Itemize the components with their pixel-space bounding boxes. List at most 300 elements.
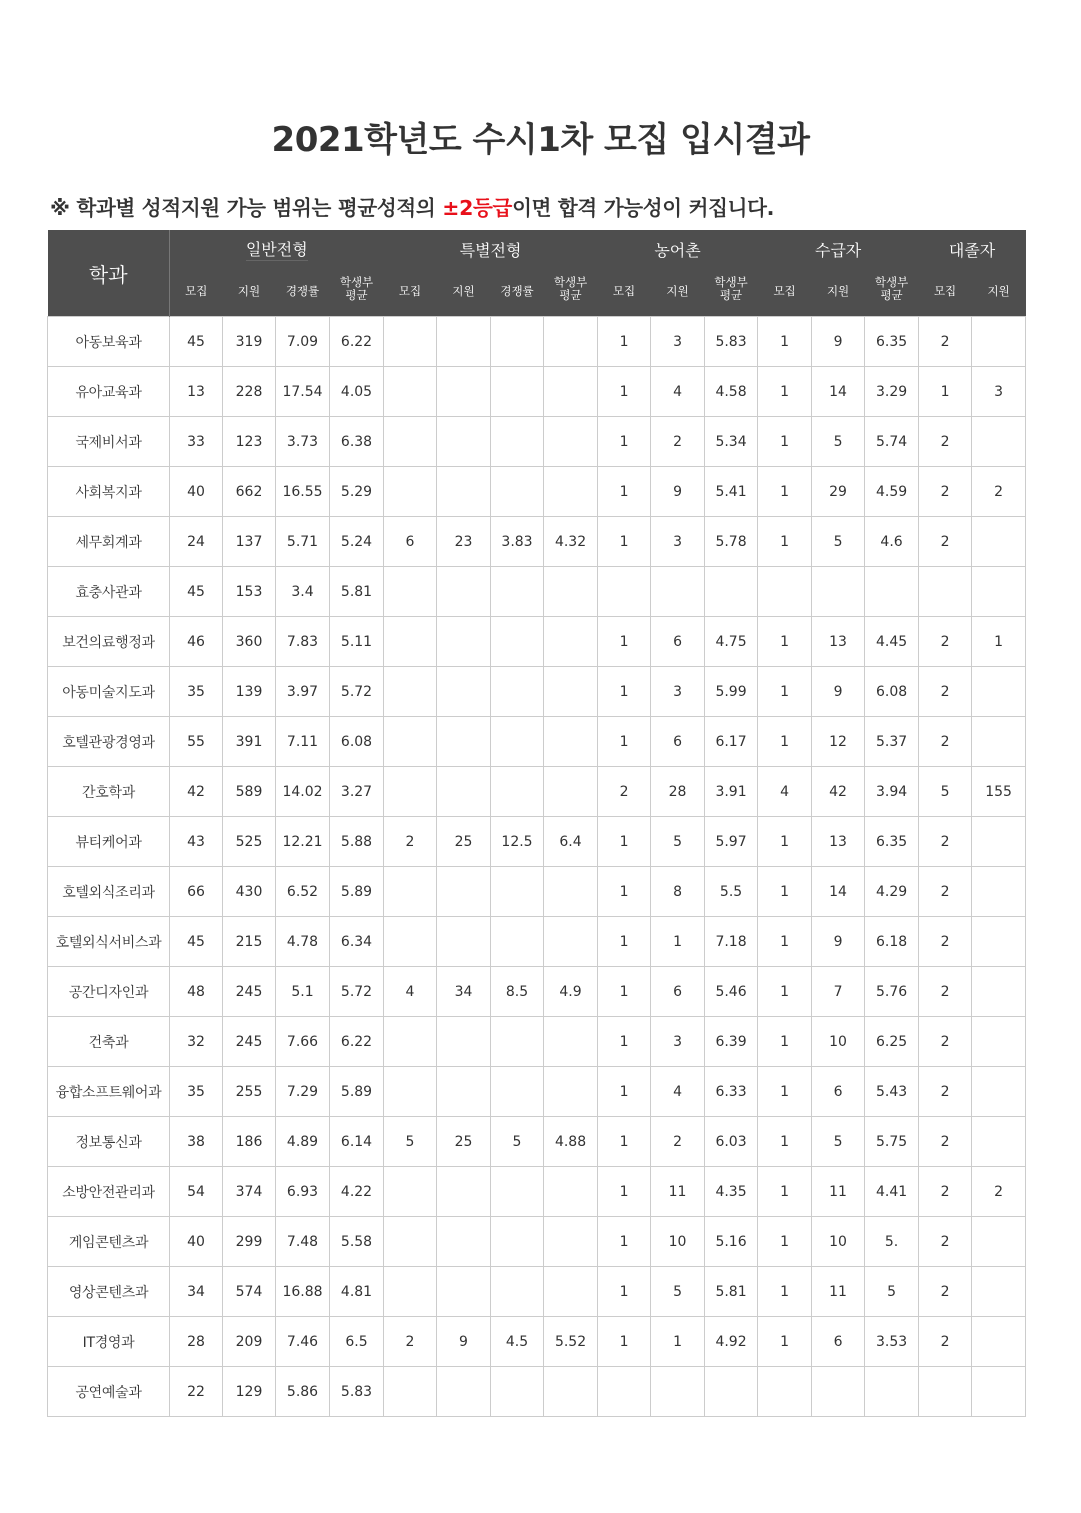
- table-cell: [651, 567, 705, 617]
- table-cell: 6.08: [330, 717, 384, 767]
- table-row: [48, 367, 1026, 417]
- table-cell: 1: [598, 967, 651, 1017]
- table-cell: [972, 817, 1026, 867]
- table-cell: 4.59: [865, 467, 919, 517]
- sub-header-gpa: 학생부 평균: [544, 266, 598, 317]
- table-cell: 3.97: [276, 667, 330, 717]
- table-cell: 2: [919, 417, 972, 467]
- table-cell: 1: [758, 917, 812, 967]
- table-cell: [544, 767, 598, 817]
- table-cell: 1: [758, 1267, 812, 1317]
- table-cell: 5.58: [330, 1217, 384, 1267]
- table-cell: 5.83: [330, 1367, 384, 1417]
- table-cell: 1: [758, 317, 812, 367]
- table-cell: 5.88: [330, 817, 384, 867]
- table-row: [48, 767, 1026, 817]
- table-cell: 3.29: [865, 367, 919, 417]
- table-cell: 54: [170, 1167, 223, 1217]
- table-cell: 6.18: [865, 917, 919, 967]
- table-cell: 4: [384, 967, 437, 1017]
- table-cell: [544, 317, 598, 367]
- dept-name-cell: 영상콘텐츠과: [48, 1267, 170, 1317]
- table-cell: 45: [170, 317, 223, 367]
- table-cell: 7.29: [276, 1067, 330, 1117]
- table-cell: [972, 917, 1026, 967]
- table-cell: 245: [223, 1017, 276, 1067]
- table-cell: 1: [758, 667, 812, 717]
- table-cell: 662: [223, 467, 276, 517]
- table-cell: [972, 1067, 1026, 1117]
- table-cell: [972, 567, 1026, 617]
- table-cell: 5.46: [705, 967, 758, 1017]
- table-cell: 14: [812, 867, 865, 917]
- table-cell: 5.29: [330, 467, 384, 517]
- table-cell: 7: [812, 967, 865, 1017]
- table-cell: 1: [598, 867, 651, 917]
- sub-header-recruit: 모집: [384, 266, 437, 317]
- table-cell: [491, 867, 544, 917]
- table-cell: 5.52: [544, 1317, 598, 1367]
- table-cell: 1: [758, 717, 812, 767]
- table-cell: 5.89: [330, 1067, 384, 1117]
- table-cell: 6.35: [865, 317, 919, 367]
- table-cell: 1: [598, 1017, 651, 1067]
- table-cell: 1: [598, 367, 651, 417]
- table-cell: 2: [919, 317, 972, 367]
- table-cell: 3: [972, 367, 1026, 417]
- table-cell: 3.27: [330, 767, 384, 817]
- table-cell: 155: [972, 767, 1026, 817]
- table-cell: 6.14: [330, 1117, 384, 1167]
- table-cell: 5.78: [705, 517, 758, 567]
- dept-name-cell: 호텔외식서비스과: [48, 917, 170, 967]
- table-cell: [491, 567, 544, 617]
- table-cell: 4.58: [705, 367, 758, 417]
- sub-header-recruit: 모집: [598, 266, 651, 317]
- table-cell: 9: [651, 467, 705, 517]
- table-cell: [972, 1317, 1026, 1367]
- table-cell: [437, 667, 491, 717]
- table-cell: 2: [919, 1117, 972, 1167]
- table-cell: 1: [598, 317, 651, 367]
- sub-header-ratio: 경쟁률: [491, 266, 544, 317]
- table-cell: [544, 1067, 598, 1117]
- dept-name-cell: 소방안전관리과: [48, 1167, 170, 1217]
- table-cell: 23: [437, 517, 491, 567]
- table-cell: [437, 417, 491, 467]
- table-cell: 2: [919, 817, 972, 867]
- table-cell: [491, 1067, 544, 1117]
- table-cell: 2: [919, 1017, 972, 1067]
- table-cell: [544, 367, 598, 417]
- table-cell: [544, 567, 598, 617]
- table-cell: 1: [758, 1017, 812, 1067]
- table-cell: 43: [170, 817, 223, 867]
- table-row: [48, 1267, 1026, 1317]
- table-cell: 228: [223, 367, 276, 417]
- table-cell: 28: [170, 1317, 223, 1367]
- table-cell: 3.53: [865, 1317, 919, 1367]
- table-cell: 1: [758, 417, 812, 467]
- table-cell: 1: [758, 1067, 812, 1117]
- table-cell: [437, 767, 491, 817]
- table-cell: 5.24: [330, 517, 384, 567]
- table-cell: 6: [651, 967, 705, 1017]
- table-cell: [491, 767, 544, 817]
- table-cell: 40: [170, 1217, 223, 1267]
- table-cell: 1: [598, 1167, 651, 1217]
- table-cell: 7.18: [705, 917, 758, 967]
- table-cell: [491, 917, 544, 967]
- table-cell: 2: [919, 917, 972, 967]
- table-row: [48, 1017, 1026, 1067]
- table-cell: [544, 917, 598, 967]
- group-header-general: 일반전형: [170, 230, 384, 266]
- table-cell: 2: [384, 1317, 437, 1367]
- table-cell: 2: [919, 867, 972, 917]
- table-cell: 6: [812, 1067, 865, 1117]
- table-cell: 35: [170, 1067, 223, 1117]
- table-cell: [384, 717, 437, 767]
- table-cell: 4.81: [330, 1267, 384, 1317]
- table-cell: 4.45: [865, 617, 919, 667]
- table-cell: [544, 1017, 598, 1067]
- table-cell: [758, 567, 812, 617]
- table-cell: 186: [223, 1117, 276, 1167]
- table-cell: 3: [651, 667, 705, 717]
- table-cell: 6.08: [865, 667, 919, 717]
- table-cell: 3.91: [705, 767, 758, 817]
- dept-name-cell: 공간디자인과: [48, 967, 170, 1017]
- sub-header-apply: 지원: [223, 266, 276, 317]
- table-cell: 13: [170, 367, 223, 417]
- table-cell: 2: [919, 1317, 972, 1367]
- table-cell: 4.75: [705, 617, 758, 667]
- table-cell: [437, 1267, 491, 1317]
- table-cell: 1: [758, 1167, 812, 1217]
- dept-name-cell: 공연예술과: [48, 1367, 170, 1417]
- table-row: [48, 1117, 1026, 1167]
- dept-name-cell: IT경영과: [48, 1317, 170, 1367]
- table-cell: 6.93: [276, 1167, 330, 1217]
- table-row: [48, 317, 1026, 367]
- table-cell: 7.48: [276, 1217, 330, 1267]
- table-cell: [437, 1017, 491, 1067]
- table-cell: [598, 567, 651, 617]
- table-cell: [491, 667, 544, 717]
- table-cell: 6.34: [330, 917, 384, 967]
- table-cell: 45: [170, 567, 223, 617]
- table-cell: [491, 717, 544, 767]
- table-cell: 35: [170, 667, 223, 717]
- table-cell: 7.46: [276, 1317, 330, 1367]
- table-cell: [384, 767, 437, 817]
- table-cell: 5.72: [330, 667, 384, 717]
- table-row: [48, 1317, 1026, 1367]
- dept-name-cell: 건축과: [48, 1017, 170, 1067]
- table-cell: [384, 567, 437, 617]
- table-cell: [384, 867, 437, 917]
- table-cell: 255: [223, 1067, 276, 1117]
- table-cell: 3: [651, 517, 705, 567]
- table-cell: 2: [919, 517, 972, 567]
- table-cell: [758, 1367, 812, 1417]
- table-cell: 1: [651, 917, 705, 967]
- table-cell: 2: [919, 1067, 972, 1117]
- table-cell: [384, 1167, 437, 1217]
- table-cell: 3.73: [276, 417, 330, 467]
- table-cell: 5.74: [865, 417, 919, 467]
- table-cell: 34: [170, 1267, 223, 1317]
- table-cell: 5.97: [705, 817, 758, 867]
- table-cell: 7.11: [276, 717, 330, 767]
- table-cell: 5.99: [705, 667, 758, 717]
- table-cell: 319: [223, 317, 276, 367]
- sub-header-apply: 지원: [651, 266, 705, 317]
- table-cell: 9: [812, 667, 865, 717]
- table-cell: 5: [865, 1267, 919, 1317]
- table-cell: [972, 1017, 1026, 1067]
- table-cell: 391: [223, 717, 276, 767]
- table-cell: 2: [972, 1167, 1026, 1217]
- table-cell: 25: [437, 1117, 491, 1167]
- notice-suffix: 이면 합격 가능성이 커집니다.: [512, 196, 775, 220]
- table-cell: [972, 967, 1026, 1017]
- table-cell: [491, 1217, 544, 1267]
- table-cell: [491, 367, 544, 417]
- table-cell: 66: [170, 867, 223, 917]
- table-cell: 4.88: [544, 1117, 598, 1167]
- table-cell: [865, 567, 919, 617]
- table-cell: 48: [170, 967, 223, 1017]
- dept-name-cell: 유아교육과: [48, 367, 170, 417]
- table-cell: [384, 317, 437, 367]
- dept-name-cell: 아동보육과: [48, 317, 170, 367]
- table-cell: 13: [812, 817, 865, 867]
- table-cell: 2: [919, 1267, 972, 1317]
- sub-header-row: [48, 266, 1026, 317]
- table-cell: [384, 917, 437, 967]
- sub-header-recruit: 모집: [758, 266, 812, 317]
- table-cell: 6.52: [276, 867, 330, 917]
- table-cell: 430: [223, 867, 276, 917]
- sub-header-gpa: 학생부 평균: [330, 266, 384, 317]
- table-cell: 1: [758, 817, 812, 867]
- table-cell: 8: [651, 867, 705, 917]
- table-cell: 14.02: [276, 767, 330, 817]
- page-title: 2021학년도 수시1차 모집 입시결과: [271, 120, 810, 160]
- sub-header-apply: 지원: [972, 266, 1026, 317]
- table-cell: 2: [972, 467, 1026, 517]
- table-cell: [544, 617, 598, 667]
- table-cell: 137: [223, 517, 276, 567]
- table-cell: 6: [651, 717, 705, 767]
- dept-name-cell: 보건의료행정과: [48, 617, 170, 667]
- table-row: [48, 1217, 1026, 1267]
- table-cell: [544, 867, 598, 917]
- table-cell: [384, 1367, 437, 1417]
- table-row: [48, 667, 1026, 717]
- dept-name-cell: 호텔관광경영과: [48, 717, 170, 767]
- table-cell: 45: [170, 917, 223, 967]
- table-cell: 525: [223, 817, 276, 867]
- table-cell: [384, 467, 437, 517]
- table-cell: 3.94: [865, 767, 919, 817]
- table-cell: 5.83: [705, 317, 758, 367]
- table-cell: 2: [651, 417, 705, 467]
- table-cell: 1: [598, 817, 651, 867]
- table-cell: [972, 1217, 1026, 1267]
- table-cell: [491, 467, 544, 517]
- table-cell: [972, 717, 1026, 767]
- table-cell: 2: [919, 667, 972, 717]
- table-cell: 1: [919, 367, 972, 417]
- table-row: [48, 1367, 1026, 1417]
- table-cell: 1: [598, 1117, 651, 1167]
- table-row: [48, 717, 1026, 767]
- table-cell: [919, 1367, 972, 1417]
- table-cell: 209: [223, 1317, 276, 1367]
- table-cell: 1: [598, 1317, 651, 1367]
- table-cell: 5.16: [705, 1217, 758, 1267]
- table-cell: 5: [384, 1117, 437, 1167]
- table-cell: 1: [598, 467, 651, 517]
- table-cell: 2: [651, 1117, 705, 1167]
- table-cell: 42: [170, 767, 223, 817]
- table-cell: 55: [170, 717, 223, 767]
- sub-header-ratio: 경쟁률: [276, 266, 330, 317]
- table-cell: [384, 367, 437, 417]
- table-cell: 1: [758, 367, 812, 417]
- table-cell: 5: [812, 517, 865, 567]
- table-cell: [384, 1067, 437, 1117]
- table-row: [48, 817, 1026, 867]
- notice-prefix: ※ 학과별 성적지원 가능 범위는 평균성적의: [50, 196, 443, 220]
- table-cell: 6.4: [544, 817, 598, 867]
- sub-header-apply: 지원: [437, 266, 491, 317]
- table-cell: 28: [651, 767, 705, 817]
- table-cell: 34: [437, 967, 491, 1017]
- table-cell: [437, 1067, 491, 1117]
- table-cell: 1: [598, 717, 651, 767]
- group-header-recipient: 수급자: [758, 230, 919, 266]
- notice-highlight: ±2등급: [442, 196, 513, 220]
- table-cell: [705, 567, 758, 617]
- table-cell: 6.25: [865, 1017, 919, 1067]
- table-cell: 1: [651, 1317, 705, 1367]
- table-cell: 29: [812, 467, 865, 517]
- table-cell: 6.5: [330, 1317, 384, 1367]
- table-cell: 10: [651, 1217, 705, 1267]
- table-cell: [919, 567, 972, 617]
- table-cell: 5: [812, 417, 865, 467]
- sub-header-apply: 지원: [812, 266, 865, 317]
- table-cell: [437, 567, 491, 617]
- table-cell: 6.33: [705, 1067, 758, 1117]
- table-cell: 2: [919, 1167, 972, 1217]
- table-cell: 245: [223, 967, 276, 1017]
- table-cell: 4.05: [330, 367, 384, 417]
- table-cell: 5.81: [330, 567, 384, 617]
- table-row: [48, 417, 1026, 467]
- table-cell: 32: [170, 1017, 223, 1067]
- dept-name-cell: 뷰티케어과: [48, 817, 170, 867]
- results-table: [47, 230, 1026, 1417]
- table-cell: 4.22: [330, 1167, 384, 1217]
- table-cell: 6: [812, 1317, 865, 1367]
- table-cell: 5.86: [276, 1367, 330, 1417]
- table-cell: 5.41: [705, 467, 758, 517]
- dept-name-cell: 정보통신과: [48, 1117, 170, 1167]
- table-cell: 11: [812, 1267, 865, 1317]
- dept-name-cell: 사회복지과: [48, 467, 170, 517]
- table-cell: 5.72: [330, 967, 384, 1017]
- table-cell: [544, 467, 598, 517]
- table-cell: [972, 1267, 1026, 1317]
- table-cell: [437, 867, 491, 917]
- table-cell: 17.54: [276, 367, 330, 417]
- table-cell: 589: [223, 767, 276, 817]
- table-cell: [437, 617, 491, 667]
- table-cell: [491, 417, 544, 467]
- table-row: [48, 1167, 1026, 1217]
- table-cell: [544, 1217, 598, 1267]
- dept-name-cell: 세무회계과: [48, 517, 170, 567]
- table-cell: 5: [491, 1117, 544, 1167]
- table-cell: 6: [651, 617, 705, 667]
- dept-name-cell: 효충사관과: [48, 567, 170, 617]
- table-cell: 1: [598, 517, 651, 567]
- table-cell: 4.92: [705, 1317, 758, 1367]
- table-cell: 2: [384, 817, 437, 867]
- dept-name-cell: 융합소프트웨어과: [48, 1067, 170, 1117]
- table-cell: 12: [812, 717, 865, 767]
- table-cell: 6.03: [705, 1117, 758, 1167]
- table-cell: 3: [651, 317, 705, 367]
- table-cell: 2: [919, 967, 972, 1017]
- table-cell: 2: [919, 467, 972, 517]
- table-cell: 9: [812, 917, 865, 967]
- table-cell: [544, 1267, 598, 1317]
- table-row: [48, 567, 1026, 617]
- sub-header-gpa: 학생부 평균: [865, 266, 919, 317]
- table-cell: 5.: [865, 1217, 919, 1267]
- sub-header-recruit: 모집: [919, 266, 972, 317]
- table-cell: [544, 1367, 598, 1417]
- table-cell: [384, 1217, 437, 1267]
- table-cell: 574: [223, 1267, 276, 1317]
- table-cell: 123: [223, 417, 276, 467]
- table-cell: 5.71: [276, 517, 330, 567]
- table-cell: 5.34: [705, 417, 758, 467]
- table-cell: 7.66: [276, 1017, 330, 1067]
- table-cell: 11: [812, 1167, 865, 1217]
- results-body: [48, 317, 1026, 1417]
- dept-name-cell: 국제비서과: [48, 417, 170, 467]
- table-row: [48, 867, 1026, 917]
- group-header-row: [48, 230, 1026, 266]
- table-cell: [437, 467, 491, 517]
- table-cell: 4.32: [544, 517, 598, 567]
- table-cell: 1: [598, 1067, 651, 1117]
- dept-name-cell: 간호학과: [48, 767, 170, 817]
- table-cell: 4.78: [276, 917, 330, 967]
- table-cell: 215: [223, 917, 276, 967]
- table-cell: [972, 867, 1026, 917]
- table-cell: 4.5: [491, 1317, 544, 1367]
- table-cell: 5.81: [705, 1267, 758, 1317]
- table-cell: 1: [598, 417, 651, 467]
